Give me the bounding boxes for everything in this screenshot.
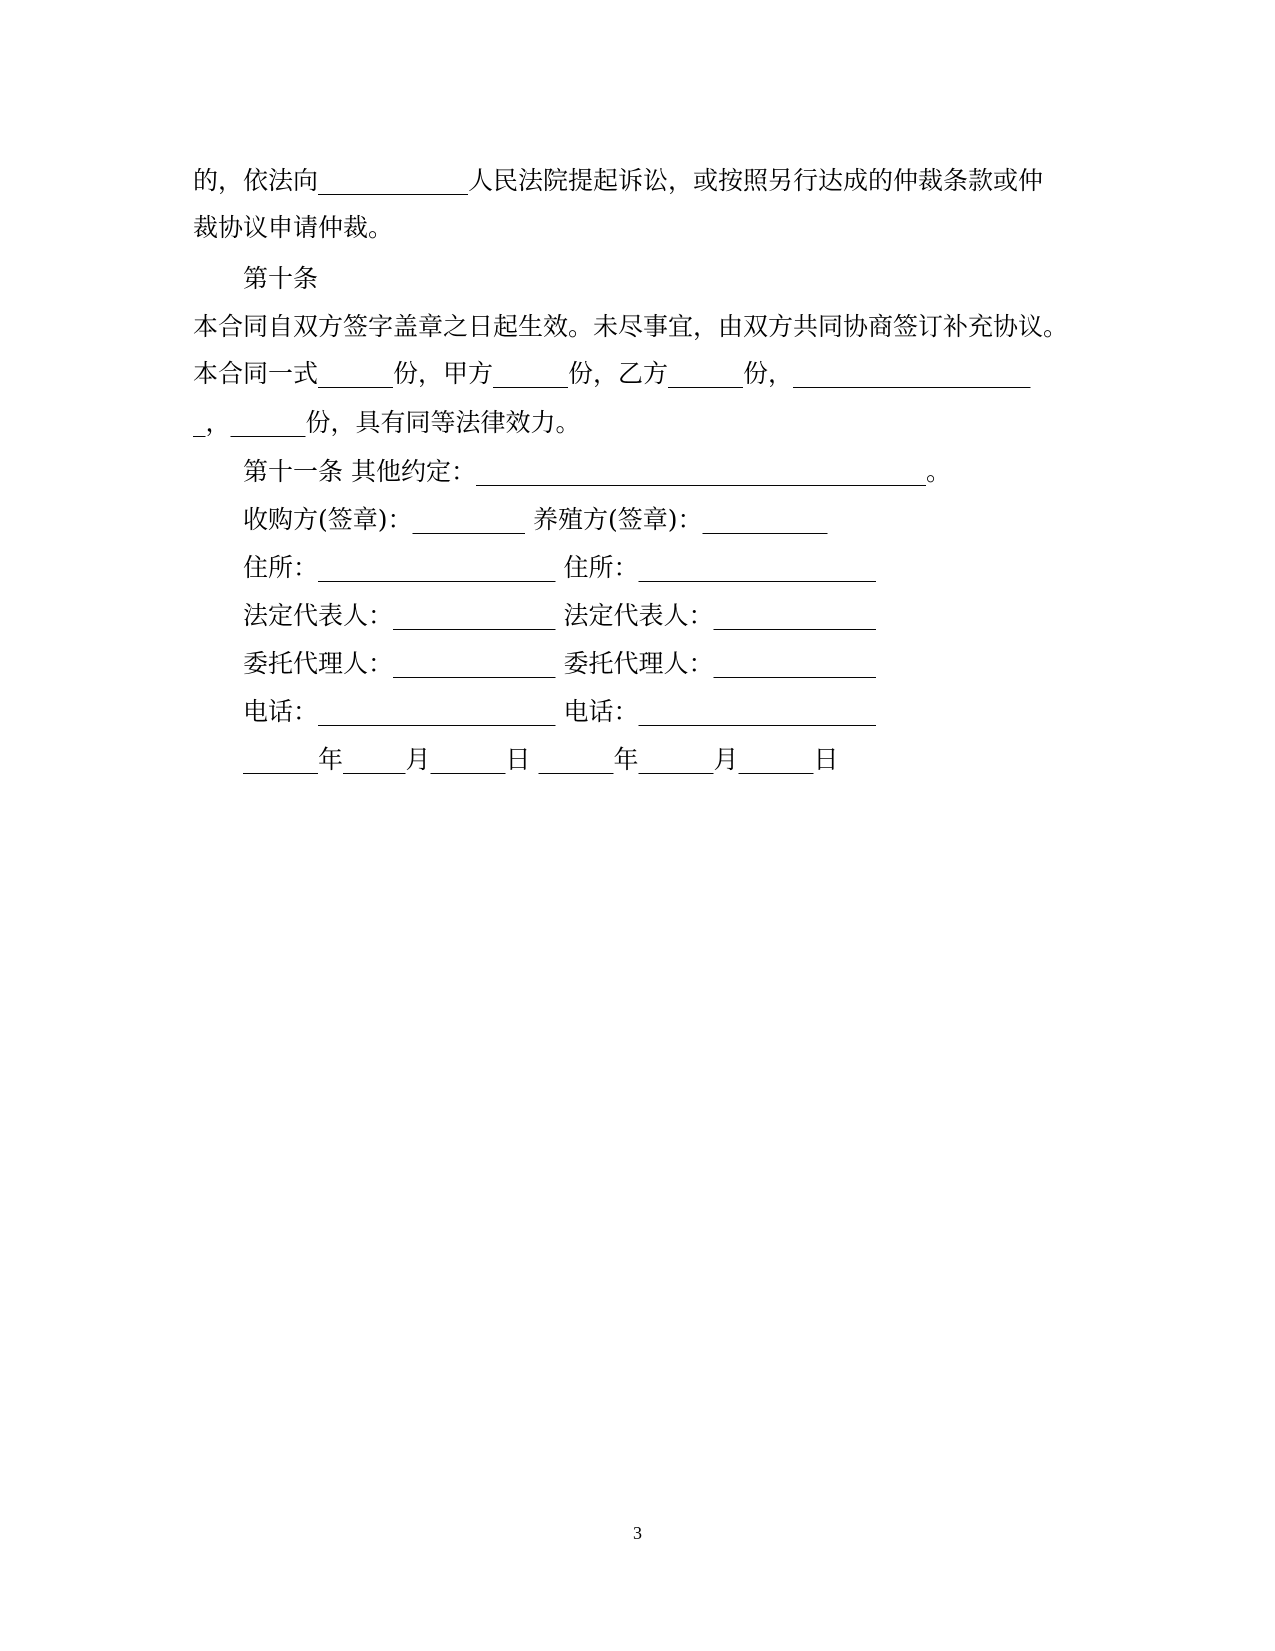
page-number: 3 <box>633 1523 642 1543</box>
paragraph-line: 的，依法向____________人民法院提起诉讼，或按照另行达成的仲裁条款或仲 <box>193 166 1044 195</box>
date-line: ______年_____月______日 ______年______月______日 <box>243 745 839 774</box>
phone-line: 电话：___________________ 电话：___________________ <box>243 697 876 726</box>
agent-line: 委托代理人：_____________ 委托代理人：_____________ <box>243 649 876 678</box>
address-line: 住所：___________________ 住所：___________________ <box>243 553 876 582</box>
paragraph-line: 裁协议申请仲裁。 <box>193 213 394 242</box>
paragraph-line: 本合同自双方签字盖章之日起生效。未尽事宜，由双方共同协商签订补充协议。 <box>193 312 1069 341</box>
legal-representative-line: 法定代表人：_____________ 法定代表人：_____________ <box>243 601 876 630</box>
copies-line: 本合同一式______份，甲方______份，乙方______份，___________________ <box>193 359 1031 388</box>
article-11-line: 第十一条 其他约定：____________________________________。 <box>243 457 951 486</box>
article-10-heading: 第十条 <box>243 264 319 293</box>
signature-line: 收购方(签章)：_________ 养殖方(签章)：__________ <box>243 505 828 534</box>
copies-line-continued: _，______份，具有同等法律效力。 <box>193 408 581 437</box>
